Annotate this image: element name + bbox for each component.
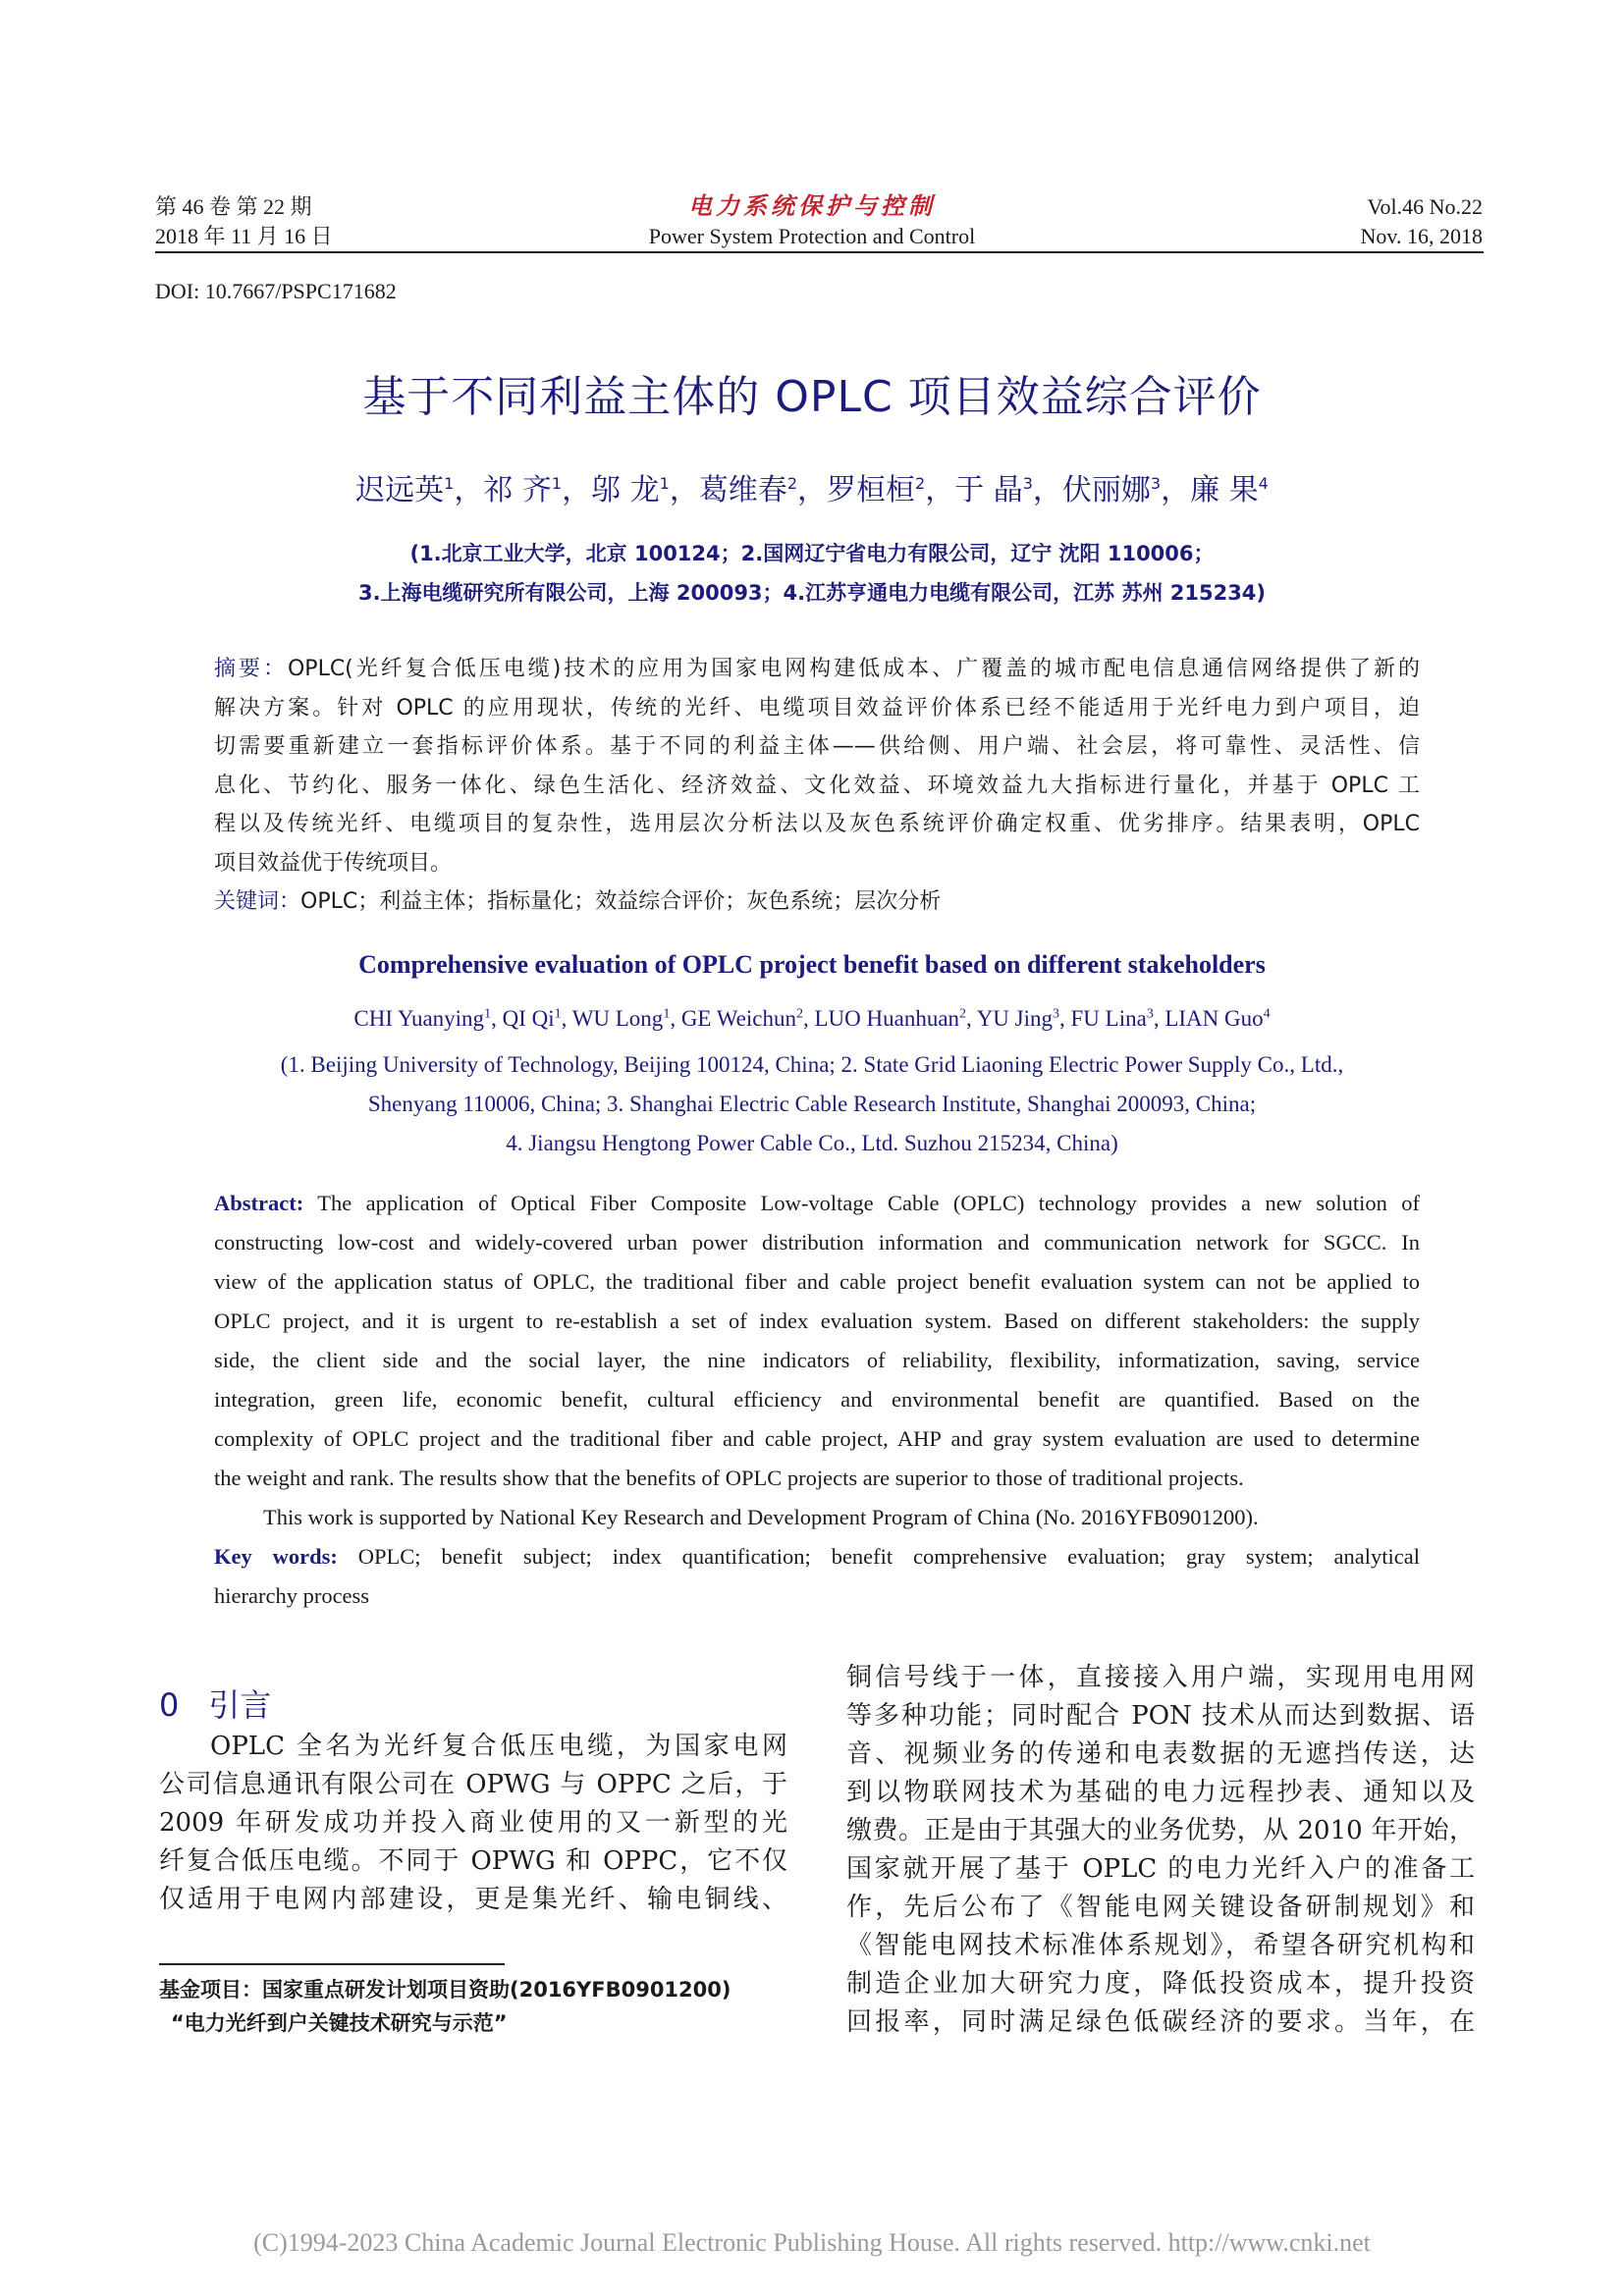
author-affiliation-mark: 1 bbox=[444, 474, 455, 493]
body-line: 缴费。正是由于其强大的业务优势，从 2010 年开始， bbox=[846, 1816, 1475, 1845]
section-heading bbox=[159, 1681, 271, 1726]
header-date: 2018 年 11 月 16 日 bbox=[155, 224, 333, 248]
abstract-cn-line: 项目效益优于传统项目。 bbox=[214, 850, 453, 876]
affiliations-cn-line1: (1.北京工业大学，北京 100124；2.国网辽宁省电力有限公司，辽宁 沈阳 110006； bbox=[409, 542, 1215, 565]
section-title: 引言 bbox=[208, 1686, 272, 1724]
author-separator: , bbox=[966, 1006, 977, 1031]
abstract-en-label: Abstract: bbox=[214, 1191, 304, 1215]
author-affiliation-mark: 3 bbox=[1146, 1006, 1154, 1022]
paper-title-en: Comprehensive evaluation of OPLC project benefit based on different stakeholders bbox=[358, 950, 1266, 979]
left-column bbox=[159, 1728, 787, 1919]
author-name: YU Jing bbox=[976, 1006, 1053, 1031]
funding-line2: “电力光纤到户关键技术研究与示范” bbox=[171, 2011, 508, 2035]
author-separator: , bbox=[491, 1006, 503, 1031]
abstract-en bbox=[214, 1184, 1420, 1616]
body-line: 《智能电网技术标准体系规划》，希望各研究机构和 bbox=[846, 1931, 1475, 1960]
header-vol-en bbox=[1361, 192, 1483, 251]
body-line: 国家就开展了基于 OPLC 的电力光纤入户的准备工 bbox=[846, 1854, 1475, 1884]
author-name: 邬 龙 bbox=[591, 473, 660, 507]
copyright-footer: (C)1994-2023 China Academic Journal Electronic Publishing House. All rights reserved. http://www.cnki.net bbox=[253, 2228, 1371, 2257]
abstract-en-line: side, the client side and the social layer, the nine indicators of reliability, flexibility, informatization, saving, service bbox=[214, 1348, 1420, 1372]
author-affiliation-mark: 1 bbox=[484, 1006, 492, 1022]
author-separator: ， bbox=[797, 473, 827, 507]
body-line: 制造企业加大研究力度，降低投资成本，提升投资 bbox=[846, 1969, 1475, 1999]
author-separator: ， bbox=[1161, 473, 1191, 507]
keywords-en-label: Key words: bbox=[214, 1544, 338, 1569]
body-line: 作，先后公布了《智能电网关键设备研制规划》和 bbox=[846, 1893, 1475, 1922]
body-line: 音、视频业务的传递和电表数据的无遮挡传送，达 bbox=[846, 1739, 1475, 1769]
author-affiliation-mark: 2 bbox=[915, 474, 926, 493]
author-separator: ， bbox=[454, 473, 484, 507]
abstract-en-line: integration, green life, economic benefit, cultural efficiency and environmental benefit are quantified. Based on the bbox=[214, 1387, 1420, 1412]
affiliation-en-line3: 4. Jiangsu Hengtong Power Cable Co., Ltd. Suzhou 215234, China) bbox=[506, 1131, 1118, 1155]
body-line: 纤复合低压电缆。不同于 OPWG 和 OPPC，它不仅 bbox=[159, 1846, 787, 1876]
author-separator: , bbox=[1153, 1006, 1165, 1031]
body-line: OPLC 全名为光纤复合低压电缆，为国家电网 bbox=[210, 1732, 787, 1761]
author-name: 于 晶 bbox=[954, 473, 1023, 507]
author-name: 伏丽娜 bbox=[1061, 473, 1151, 507]
keywords-cn-label: 关键词： bbox=[214, 889, 301, 914]
affiliation-en-line1: (1. Beijing University of Technology, Beijing 100124, China; 2. State Grid Liaoning Electric Power Supply Co., Ltd., bbox=[280, 1052, 1344, 1077]
body-line: 等多种功能；同时配合 PON 技术从而达到数据、语 bbox=[846, 1701, 1475, 1731]
body-line: 2009 年研发成功并投入商业使用的又一新型的光 bbox=[159, 1808, 787, 1838]
abstract-cn-line: 解决方案。针对 OPLC 的应用现状，传统的光纤、电缆项目效益评价体系已经不能适用于光纤电力到户项目，迫 bbox=[214, 695, 1420, 721]
body-line: 回报率，同时满足绿色低碳经济的要求。当年，在 bbox=[846, 2007, 1475, 2037]
author-affiliation-mark: 1 bbox=[659, 474, 670, 493]
author-affiliation-mark: 4 bbox=[1258, 474, 1269, 493]
header-date-en: Nov. 16, 2018 bbox=[1360, 224, 1483, 248]
doi: DOI: 10.7667/PSPC171682 bbox=[155, 279, 397, 303]
author-affiliation-mark: 4 bbox=[1263, 1006, 1271, 1022]
author-separator: , bbox=[1059, 1006, 1071, 1031]
abstract-cn-label: 摘要： bbox=[214, 657, 288, 681]
author-separator: , bbox=[802, 1006, 815, 1031]
author-name: LIAN Guo bbox=[1164, 1006, 1264, 1031]
author-affiliation-mark: 2 bbox=[795, 1006, 803, 1022]
author-separator: ， bbox=[1032, 473, 1062, 507]
author-name: CHI Yuanying bbox=[353, 1006, 485, 1031]
affiliation-en-line2: Shenyang 110006, China; 3. Shanghai Electric Cable Research Institute, Shanghai 200093, China; bbox=[367, 1092, 1257, 1116]
author-name: 廉 果 bbox=[1190, 473, 1259, 507]
author-name: LUO Huanhuan bbox=[814, 1006, 960, 1031]
author-name: 葛维春 bbox=[698, 473, 787, 507]
keywords-en-cont: hierarchy process bbox=[214, 1583, 370, 1608]
abstract-en-line: view of the application status of OPLC, the traditional fiber and cable project benefit evaluation system can not be applied to bbox=[214, 1269, 1420, 1294]
abstract-en-line: The application of Optical Fiber Composite Low-voltage Cable (OPLC) technology provides a new solution of bbox=[317, 1191, 1421, 1215]
body-line: 铜信号线于一体，直接接入用户端，实现用电用网 bbox=[846, 1663, 1475, 1692]
author-affiliation-mark: 1 bbox=[551, 474, 563, 493]
abstract-cn-line: 息化、节约化、服务一体化、绿色生活化、经济效益、文化效益、环境效益九大指标进行量化，并基于 OPLC 工 bbox=[214, 773, 1420, 798]
abstract-en-line: OPLC project, and it is urgent to re-establish a set of index evaluation system. Based on different stakeholders: the supply bbox=[214, 1308, 1420, 1333]
author-affiliation-mark: 3 bbox=[1150, 474, 1162, 493]
abstract-cn-line: OPLC(光纤复合低压电缆)技术的应用为国家电网构建低成本、广覆盖的城市配电信息通信网络提供了新的 bbox=[287, 657, 1420, 681]
author-name: GE Weichun bbox=[680, 1006, 796, 1031]
abstract-cn bbox=[214, 650, 1420, 922]
author-separator: ， bbox=[562, 473, 592, 507]
abstract-cn-line: 程以及传统光纤、电缆项目的复杂性，选用层次分析法以及灰色系统评价确定权重、优劣排序。结果表明，OPLC bbox=[214, 812, 1420, 836]
body-line: 公司信息通讯有限公司在 OPWG 与 OPPC 之后，于 bbox=[159, 1770, 787, 1799]
body-line: 仅适用于电网内部建设，更是集光纤、输电铜线、 bbox=[159, 1885, 787, 1914]
author-name: 祁 齐 bbox=[483, 473, 552, 507]
author-affiliation-mark: 3 bbox=[1022, 474, 1033, 493]
author-name: 迟远英 bbox=[355, 473, 445, 507]
author-name: 罗桓桓 bbox=[827, 473, 915, 507]
author-separator: , bbox=[670, 1006, 681, 1031]
author-list bbox=[0, 465, 1624, 508]
funding-note bbox=[159, 1973, 797, 2040]
funding-line1: 基金项目：国家重点研发计划项目资助(2016YFB0901200) bbox=[159, 1978, 731, 2002]
affiliations-cn-line2: 3.上海电缆研究所有限公司，上海 200093；4.江苏亨通电力电缆有限公司，江苏 苏州 215234) bbox=[357, 581, 1267, 605]
abstract-en-line: complexity of OPLC project and the traditional fiber and cable project, AHP and gray system evaluation are used to determine bbox=[214, 1426, 1420, 1451]
author-separator: ， bbox=[925, 473, 955, 507]
header-rule bbox=[155, 251, 1484, 253]
journal-name-en: Power System Protection and Control bbox=[648, 224, 976, 248]
journal-name-cn: 电力系统保护与控制 bbox=[688, 194, 936, 220]
header-vol-number: Vol.46 No.22 bbox=[1367, 194, 1483, 219]
author-affiliation-mark: 2 bbox=[959, 1006, 967, 1022]
author-affiliation-mark: 2 bbox=[786, 474, 797, 493]
author-name: WU Long bbox=[571, 1006, 664, 1031]
author-affiliation-mark: 1 bbox=[663, 1006, 671, 1022]
abstract-en-line: the weight and rank. The results show that the benefits of OPLC projects are superior to those of traditional projects. bbox=[214, 1466, 1244, 1490]
right-column bbox=[846, 1659, 1475, 2042]
author-affiliation-mark: 3 bbox=[1053, 1006, 1059, 1022]
section-number: 0 bbox=[159, 1686, 180, 1724]
body-line: 到以物联网技术为基础的电力远程抄表、通知以及 bbox=[846, 1778, 1475, 1807]
support-note: This work is supported by National Key Research and Development Program of China (No. 2016YFB0901200). bbox=[263, 1505, 1259, 1529]
author-name: FU Lina bbox=[1070, 1006, 1147, 1031]
author-affiliation-mark: 1 bbox=[554, 1006, 562, 1022]
author-list-en bbox=[0, 1006, 1624, 1032]
author-separator: , bbox=[561, 1006, 572, 1031]
author-separator: ， bbox=[669, 473, 699, 507]
keywords-en: OPLC; benefit subject; index quantification; benefit comprehensive evaluation; gray system; analytical bbox=[357, 1544, 1420, 1569]
keywords-cn: OPLC；利益主体；指标量化；效益综合评价；灰色系统；层次分析 bbox=[300, 889, 942, 914]
author-name: QI Qi bbox=[502, 1006, 555, 1031]
footnote-rule bbox=[159, 1963, 505, 1965]
abstract-en-line: constructing low-cost and widely-covered urban power distribution information and communication network for SGCC. In bbox=[214, 1230, 1420, 1255]
paper-title: 基于不同利益主体的 OPLC 项目效益综合评价 bbox=[362, 372, 1262, 422]
header-issue: 第 46 卷 第 22 期 bbox=[155, 194, 312, 219]
abstract-cn-line: 切需要重新建立一套指标评价体系。基于不同的利益主体——供给侧、用户端、社会层，将可靠性、灵活性、信 bbox=[214, 734, 1420, 759]
